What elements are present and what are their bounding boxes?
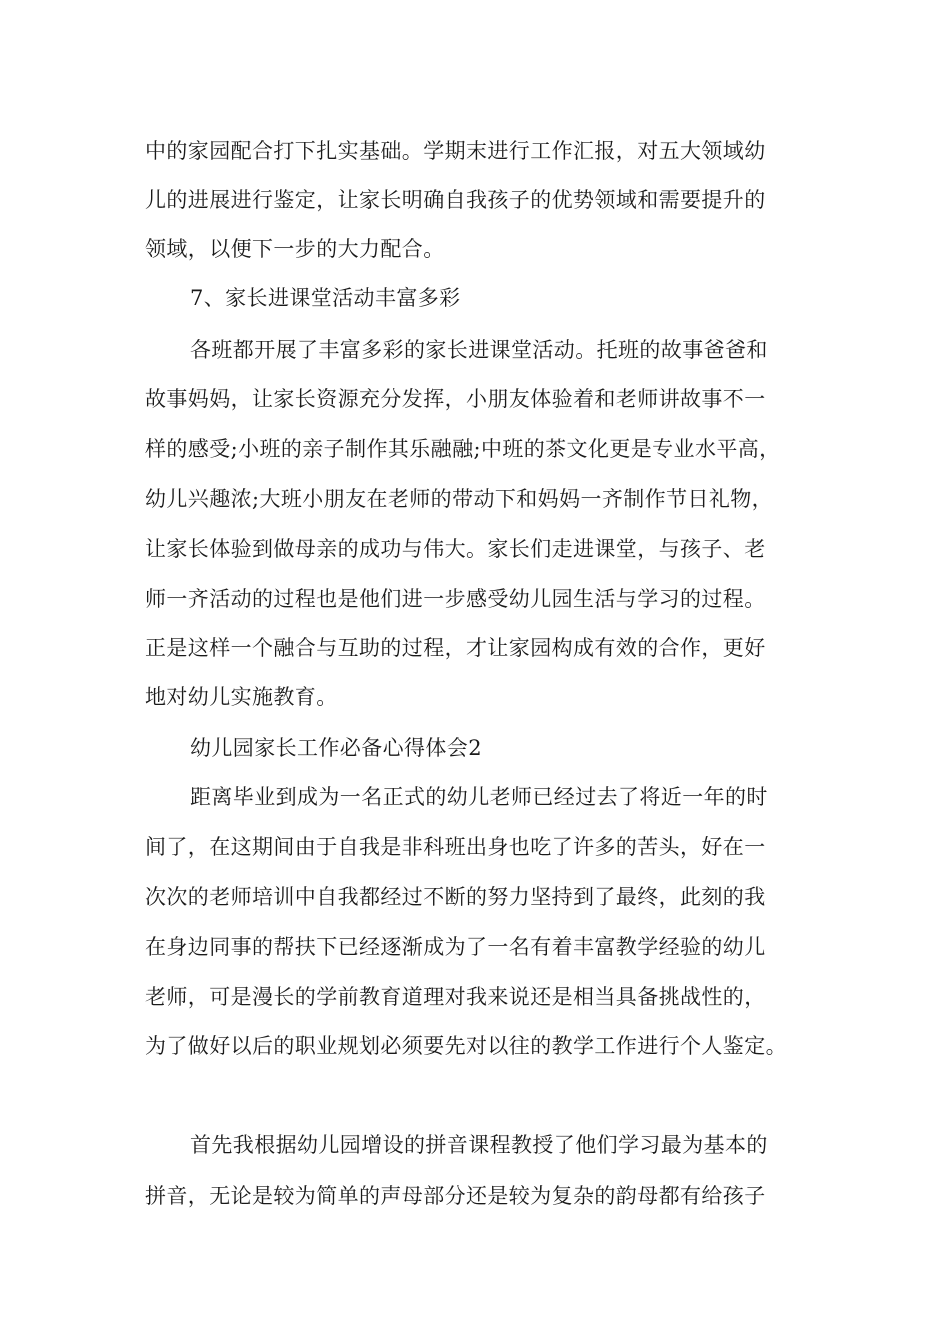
text-line: 让家长体验到做母亲的成功与伟大。家长们走进课堂，与孩子、老 [145, 537, 766, 561]
section-title: 幼儿园家长工作必备心得体会2 [190, 736, 482, 760]
text-line: 首先我根据幼儿园增设的拼音课程教授了他们学习最为基本的 [190, 1133, 768, 1157]
text-line: 地对幼儿实施教育。 [145, 685, 338, 709]
text-line: 样的感受;小班的亲子制作其乐融融;中班的茶文化更是专业水平高， [145, 437, 781, 461]
text-line: 正是这样一个融合与互助的过程，才让家园构成有效的合作，更好 [145, 636, 766, 660]
text-line: 次次的老师培训中自我都经过不断的努力坚持到了最终，此刻的我 [145, 885, 766, 909]
text-line: 中的家园配合打下扎实基础。学期末进行工作汇报，对五大领域幼 [145, 139, 766, 163]
text-line: 各班都开展了丰富多彩的家长进课堂活动。托班的故事爸爸和 [190, 338, 768, 362]
text-line: 为了做好以后的职业规划必须要先对以往的教学工作进行个人鉴定。 [145, 1034, 787, 1058]
text-line: 距离毕业到成为一名正式的幼儿老师已经过去了将近一年的时 [190, 785, 768, 809]
text-line: 儿的进展进行鉴定，让家长明确自我孩子的优势领域和需要提升的 [145, 188, 766, 212]
text-line: 在身边同事的帮扶下已经逐渐成为了一名有着丰富教学经验的幼儿 [145, 935, 766, 959]
text-line: 老师，可是漫长的学前教育道理对我来说还是相当具备挑战性的， [145, 985, 766, 1009]
text-line: 领域，以便下一步的大力配合。 [145, 237, 445, 261]
text-line: 拼音，无论是较为简单的声母部分还是较为复杂的韵母都有给孩子 [145, 1184, 766, 1208]
text-line: 故事妈妈，让家长资源充分发挥，小朋友体验着和老师讲故事不一 [145, 387, 766, 411]
text-line: 间了，在这期间由于自我是非科班出身也吃了许多的苦头，好在一 [145, 835, 766, 859]
text-line: 师一齐活动的过程也是他们进一步感受幼儿园生活与学习的过程。 [145, 587, 766, 611]
text-line: 幼儿兴趣浓;大班小朋友在老师的带动下和妈妈一齐制作节日礼物， [145, 487, 774, 511]
section-heading: 7、家长进课堂活动丰富多彩 [190, 286, 461, 310]
